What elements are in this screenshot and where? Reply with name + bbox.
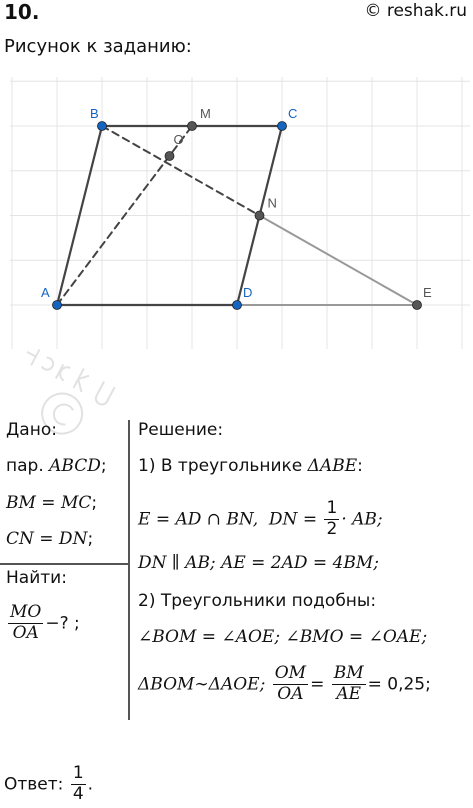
point-A — [53, 301, 62, 310]
point-B — [98, 122, 107, 131]
point-C — [278, 122, 287, 131]
find-expression: $\frac{MO}{OA}$ −? ; — [10, 602, 80, 643]
point-label-O: O — [173, 131, 184, 147]
find-title: Найти: — [6, 568, 67, 588]
given-title: Дано: — [6, 420, 57, 440]
solution-line-3: DN ∥ AB; AE = 2AD = 4BM; — [138, 553, 380, 573]
point-N — [255, 211, 264, 220]
site-credit: © reshak.ru — [364, 1, 467, 21]
point-label-D: D — [243, 285, 253, 300]
task-number: 10. — [4, 0, 40, 24]
geometry-figure — [10, 77, 470, 349]
solution-line-6: ΔBOM∼ΔAOE; $\frac{OM}{OA}$ = $\frac{BM}{AE}$ = 0,25; — [138, 663, 431, 704]
solution-step-2: 2) Треугольники подобны: — [138, 591, 377, 611]
given-line-2: BM = MC; — [6, 493, 98, 513]
point-O — [165, 151, 174, 160]
answer: Ответ: $\frac{1}{4}$ . — [4, 763, 94, 804]
point-label-N: N — [267, 195, 277, 211]
point-label-A: A — [41, 285, 50, 300]
point-label-M: M — [200, 106, 211, 121]
solution-line-2: E = AD ∩ BN, DN = $\frac{1}{2}$ · AB; — [138, 498, 383, 539]
point-label-B: B — [90, 106, 99, 121]
table-divider-vertical — [128, 420, 130, 720]
point-E — [413, 301, 422, 310]
point-D — [233, 301, 242, 310]
figure-caption: Рисунок к заданию: — [4, 36, 192, 57]
point-label-C: C — [288, 106, 298, 121]
solution-line-5: ∠BOM = ∠AOE; ∠BMO = ∠OAE; — [138, 627, 428, 647]
given-line-1: пар. ABCD; — [6, 456, 107, 476]
solution-step-1: 1) В треугольнике ΔABE: — [138, 456, 363, 476]
solution-title: Решение: — [138, 420, 224, 440]
point-M — [188, 122, 197, 131]
point-label-E: E — [423, 285, 432, 300]
table-divider-horizontal — [0, 563, 128, 565]
given-line-3: CN = DN; — [6, 529, 94, 549]
